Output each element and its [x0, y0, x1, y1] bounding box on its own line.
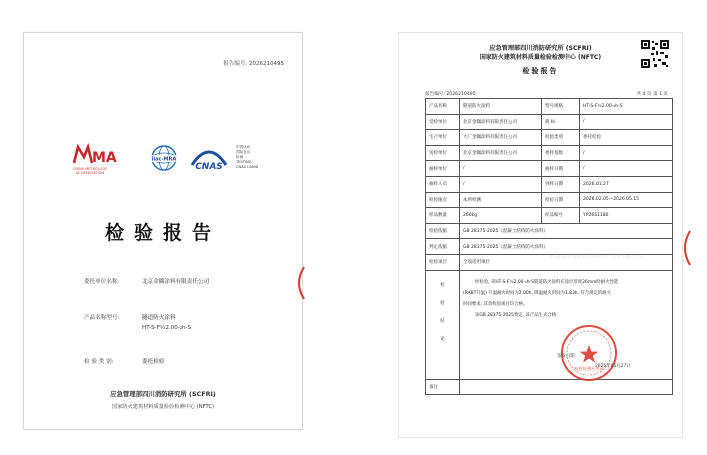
cma-logo [70, 143, 117, 177]
seal-edge-mark-right [678, 229, 692, 267]
entrusting-unit-value: 北京金隅涂料有限责任公司 [142, 279, 210, 285]
row-value: / [460, 176, 542, 192]
row-label-2: 委样基数 [542, 145, 580, 161]
row-label-2: 商 标 [542, 114, 580, 130]
row-value: 隧道防火涂料 [460, 99, 542, 115]
row-label: 判定依据 [426, 239, 460, 255]
row-label: 检验依据 [426, 223, 460, 239]
detail-header-institute: 应急管理部四川消防研究所 (SCFRI) [489, 45, 592, 52]
ilac-text: ilac-MRA [151, 156, 177, 163]
row-value-2: / [580, 161, 673, 177]
cnas-logo [188, 143, 230, 177]
category-value: 委托检验 [142, 359, 165, 365]
cnas-text: CNAS [195, 162, 223, 172]
category-row [84, 357, 164, 365]
watermark-text: 应急管理部四川消防研究所 (SCFRI) [549, 253, 645, 260]
detail-report-number: 报告编号: 2026210495 [425, 92, 476, 97]
row-label: 送检单位 [426, 145, 460, 161]
entrusting-unit-label: 委托单位名称: [84, 279, 120, 285]
row-value-2: 2026.01.27 [580, 176, 673, 192]
cma-subtext: CHINA METROLOGY ACCREDITATION [72, 167, 108, 175]
row-label-2: 到样日期 [542, 176, 580, 192]
qr-code-icon[interactable] [640, 39, 670, 69]
row-value-2: 委托检验 [580, 130, 673, 146]
cover-report-number: 报告编号: 2026210495 [223, 61, 284, 67]
row-label: 样品数量 [426, 208, 460, 224]
cover-footer-line1: 应急管理部四川消防研究所 (SCFRI) [110, 390, 216, 398]
detail-page-number: 共 4 页 第 1 页 [636, 92, 668, 97]
row-value-2: YP26S1180 [580, 208, 673, 224]
product-row [84, 313, 176, 321]
row-label: 产品名称 [426, 99, 460, 115]
entrusting-unit-row [84, 277, 209, 285]
detail-header-center: 国家防火建筑材料质量检验检测中心 (NFTC) [479, 54, 602, 61]
row-value: 北京金隅涂料有限责任公司 [460, 145, 542, 161]
note-label: 备注 [426, 379, 460, 394]
row-value-2: / [580, 114, 673, 130]
row-label-2: 抽样日期 [542, 161, 580, 177]
row-label: 抽样人员 [426, 176, 460, 192]
seal-edge-mark [294, 265, 306, 301]
table-row [426, 208, 673, 224]
cma-logo-text: MA [92, 150, 117, 166]
report-cover-page [23, 32, 303, 430]
issue-label: 签发日期: [557, 354, 577, 359]
table-row [426, 192, 673, 208]
row-label: 受检单位 [426, 114, 460, 130]
accreditation-text: 中国认可 国际互认 检测 TESTING CNAS L0608 [236, 145, 259, 169]
cover-footer-line2: 国家防火建筑材料质量检验检测中心 (NFTC) [112, 404, 214, 410]
row-value: 北京金隅涂料有限责任公司 [460, 114, 542, 130]
row-value: 大厂金隅涂料有限责任公司 [460, 130, 542, 146]
row-value: GB 28375-2025《混凝土结构防火涂料》 [460, 239, 673, 255]
product-label: 产品名称型号: [84, 315, 120, 321]
row-label: 生产单位 [426, 130, 460, 146]
table-row [426, 145, 673, 161]
table-row [426, 99, 673, 115]
report-detail-page [398, 32, 683, 438]
accreditation-logos [70, 143, 280, 179]
ilac-mra-logo [143, 143, 185, 177]
row-value: GB 28375-2025《混凝土结构防火涂料》 [460, 223, 673, 239]
product-value: 隧道防火涂料 [142, 315, 176, 321]
row-value: 260kg [460, 208, 542, 224]
cover-title: 检验报告 [104, 222, 221, 244]
issue-date: 2026年05月27日 [595, 364, 631, 369]
row-value: 本所检测 [460, 192, 542, 208]
row-value-2: HT-S-F½2.00-₂h-S [580, 99, 673, 115]
seal-text: 检验检测专用章 [574, 366, 604, 371]
row-label: 检验地点 [426, 192, 460, 208]
row-label-2: 检验类别 [542, 130, 580, 146]
row-value-2: / [580, 145, 673, 161]
table-row [426, 161, 673, 177]
conclusion-text: 经检验, 该HT-S-F½2.00-₂h-S隧道防火涂料在涂层厚度26mm时耐火性能 (RABT升温) 升温耐火时间为2.00h, 降温耐火时间为1.83h, 符合规定的耐火 时间要求; 其余检验项目均合格。 该GB 28375-2025判定, 该产品生式合格 [460, 270, 673, 379]
row-value: 全项适用项目 [460, 254, 673, 270]
product-model: HT-S-F½2.00-₂h-S [142, 325, 192, 331]
row-label-2: 型号规格 [542, 99, 580, 115]
table-row [426, 130, 673, 146]
table-row [426, 223, 673, 239]
inspection-info-table [425, 98, 673, 395]
row-label: 抽样单位 [426, 161, 460, 177]
detail-header-title: 检验报告 [522, 67, 559, 75]
row-label: 检验项目 [426, 254, 460, 270]
row-value: / [460, 161, 542, 177]
category-label: 检 验 类 别: [84, 359, 114, 365]
row-value-2: 2026.02.05—2026.05.15 [580, 192, 673, 208]
conclusion-label: 检 验 结 论 [426, 270, 460, 379]
conclusion-row [426, 270, 673, 379]
row-label-2: 检验日期 [542, 192, 580, 208]
table-row [426, 114, 673, 130]
table-row [426, 176, 673, 192]
row-label-2: 样品编号 [542, 208, 580, 224]
note-row [426, 379, 673, 394]
